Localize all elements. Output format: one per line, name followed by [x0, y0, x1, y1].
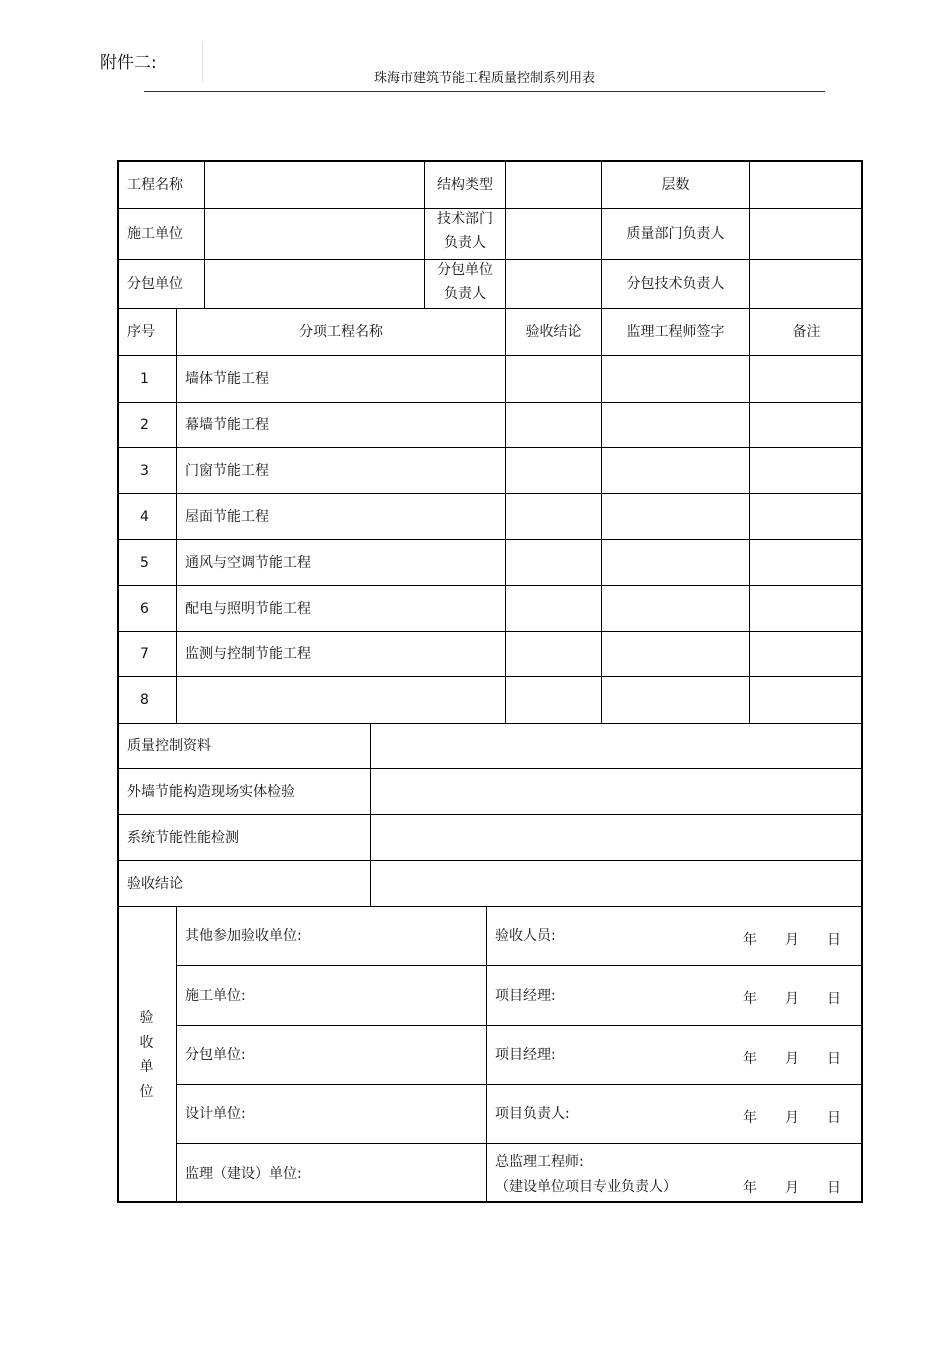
- project-name-label: 工程名称: [127, 177, 183, 193]
- system-perf-test-label: 系统节能性能检测: [127, 829, 239, 846]
- acceptance-unit-side-label: [119, 907, 174, 1203]
- year-label: 年: [743, 991, 757, 1007]
- date-fields: [715, 1107, 841, 1127]
- structure-type-label: 结构类型: [437, 177, 493, 193]
- month-label: 月: [785, 932, 799, 948]
- year-label: 年: [743, 1051, 757, 1067]
- quality-docs-label: 质量控制资料: [127, 738, 211, 754]
- person-label: 项目经理:: [495, 1047, 556, 1063]
- month-label: 月: [785, 991, 799, 1007]
- item-name: 幕墙节能工程: [185, 417, 269, 433]
- tech-dept-head-line1: 技术部门: [437, 211, 493, 227]
- item-name: 屋面节能工程: [185, 508, 269, 525]
- col-divider: [505, 162, 506, 723]
- chief-supervisor-label: 总监理工程师:: [495, 1154, 584, 1170]
- other-unit-label: 其他参加验收单位:: [185, 928, 302, 944]
- tech-dept-head-line2: 负责人: [444, 235, 486, 251]
- construction-unit-sign-label: 施工单位:: [185, 987, 246, 1004]
- date-fields: [715, 1177, 841, 1197]
- item-name: 监测与控制节能工程: [185, 646, 311, 662]
- conclusion-label: 验收结论: [127, 875, 183, 892]
- item-name: 墙体节能工程: [185, 371, 269, 387]
- year-label: 年: [743, 1180, 757, 1196]
- side-char: 验: [139, 1010, 154, 1026]
- item-no: 7: [140, 646, 149, 662]
- item-no: 3: [140, 462, 149, 479]
- item-no: 4: [140, 508, 149, 525]
- supervision-unit-sign-label: 监理（建设）单位:: [185, 1165, 302, 1182]
- date-fields: [715, 1048, 841, 1068]
- attachment-label: 附件二:: [100, 53, 157, 73]
- construction-unit-label: 施工单位: [127, 226, 183, 242]
- person-label: 项目经理:: [495, 987, 556, 1004]
- day-label: 日: [827, 1051, 841, 1067]
- tech-dept-head-label: [425, 206, 505, 256]
- item-no: 6: [140, 600, 149, 617]
- month-label: 月: [785, 1110, 799, 1126]
- item-no: 5: [140, 554, 149, 571]
- item-no: 2: [140, 417, 149, 433]
- header-rule: [144, 91, 825, 92]
- wall-site-test-label: 外墙节能构造现场实体检验: [127, 783, 295, 800]
- item-name: 通风与空调节能工程: [185, 554, 311, 571]
- person-label: 验收人员:: [495, 928, 556, 944]
- person-label: 项目负责人:: [495, 1106, 570, 1122]
- quality-dept-head-label: 质量部门负责人: [626, 226, 725, 242]
- date-fields: [715, 988, 841, 1008]
- item-name: 门窗节能工程: [185, 462, 269, 479]
- month-label: 月: [785, 1180, 799, 1196]
- side-char: 单: [139, 1059, 154, 1075]
- day-label: 日: [827, 1180, 841, 1196]
- subcontract-tech-head-label: 分包技术负责人: [626, 276, 725, 292]
- col-divider: [370, 723, 371, 906]
- col-header-remark: 备注: [792, 324, 821, 340]
- month-label: 月: [785, 1051, 799, 1067]
- subcontract-unit-head-line1: 分包单位: [437, 262, 493, 278]
- side-char: 收: [139, 1034, 154, 1051]
- col-header-acceptance-result: 验收结论: [525, 324, 582, 340]
- subcontract-unit-label: 分包单位: [127, 276, 183, 292]
- year-label: 年: [743, 1110, 757, 1126]
- subcontract-unit-head-line2: 负责人: [444, 286, 486, 302]
- design-unit-sign-label: 设计单位:: [185, 1106, 246, 1122]
- col-header-no: 序号: [127, 324, 155, 340]
- series-title: 珠海市建筑节能工程质量控制系列用表: [373, 71, 595, 86]
- subcontract-unit-head-label: [425, 257, 505, 307]
- item-name: [177, 677, 505, 723]
- subcontract-unit-sign-label: 分包单位:: [185, 1047, 246, 1063]
- col-divider: [749, 162, 750, 723]
- item-no: 1: [140, 371, 149, 387]
- item-name: 配电与照明节能工程: [185, 600, 311, 617]
- chief-supervisor-note: （建设单位项目专业负责人）: [495, 1179, 677, 1195]
- day-label: 日: [827, 991, 841, 1007]
- date-fields: [715, 929, 841, 949]
- day-label: 日: [827, 1110, 841, 1126]
- side-char: 位: [139, 1083, 154, 1100]
- item-no: 8: [140, 692, 149, 708]
- col-divider: [204, 162, 205, 308]
- acceptance-form-table: [117, 160, 863, 1203]
- col-header-supervisor-sign: 监理工程师签字: [626, 324, 725, 340]
- year-label: 年: [743, 932, 757, 948]
- col-header-sub-item-name: 分项工程名称: [299, 324, 383, 340]
- floors-label: 层数: [661, 177, 690, 193]
- day-label: 日: [827, 932, 841, 948]
